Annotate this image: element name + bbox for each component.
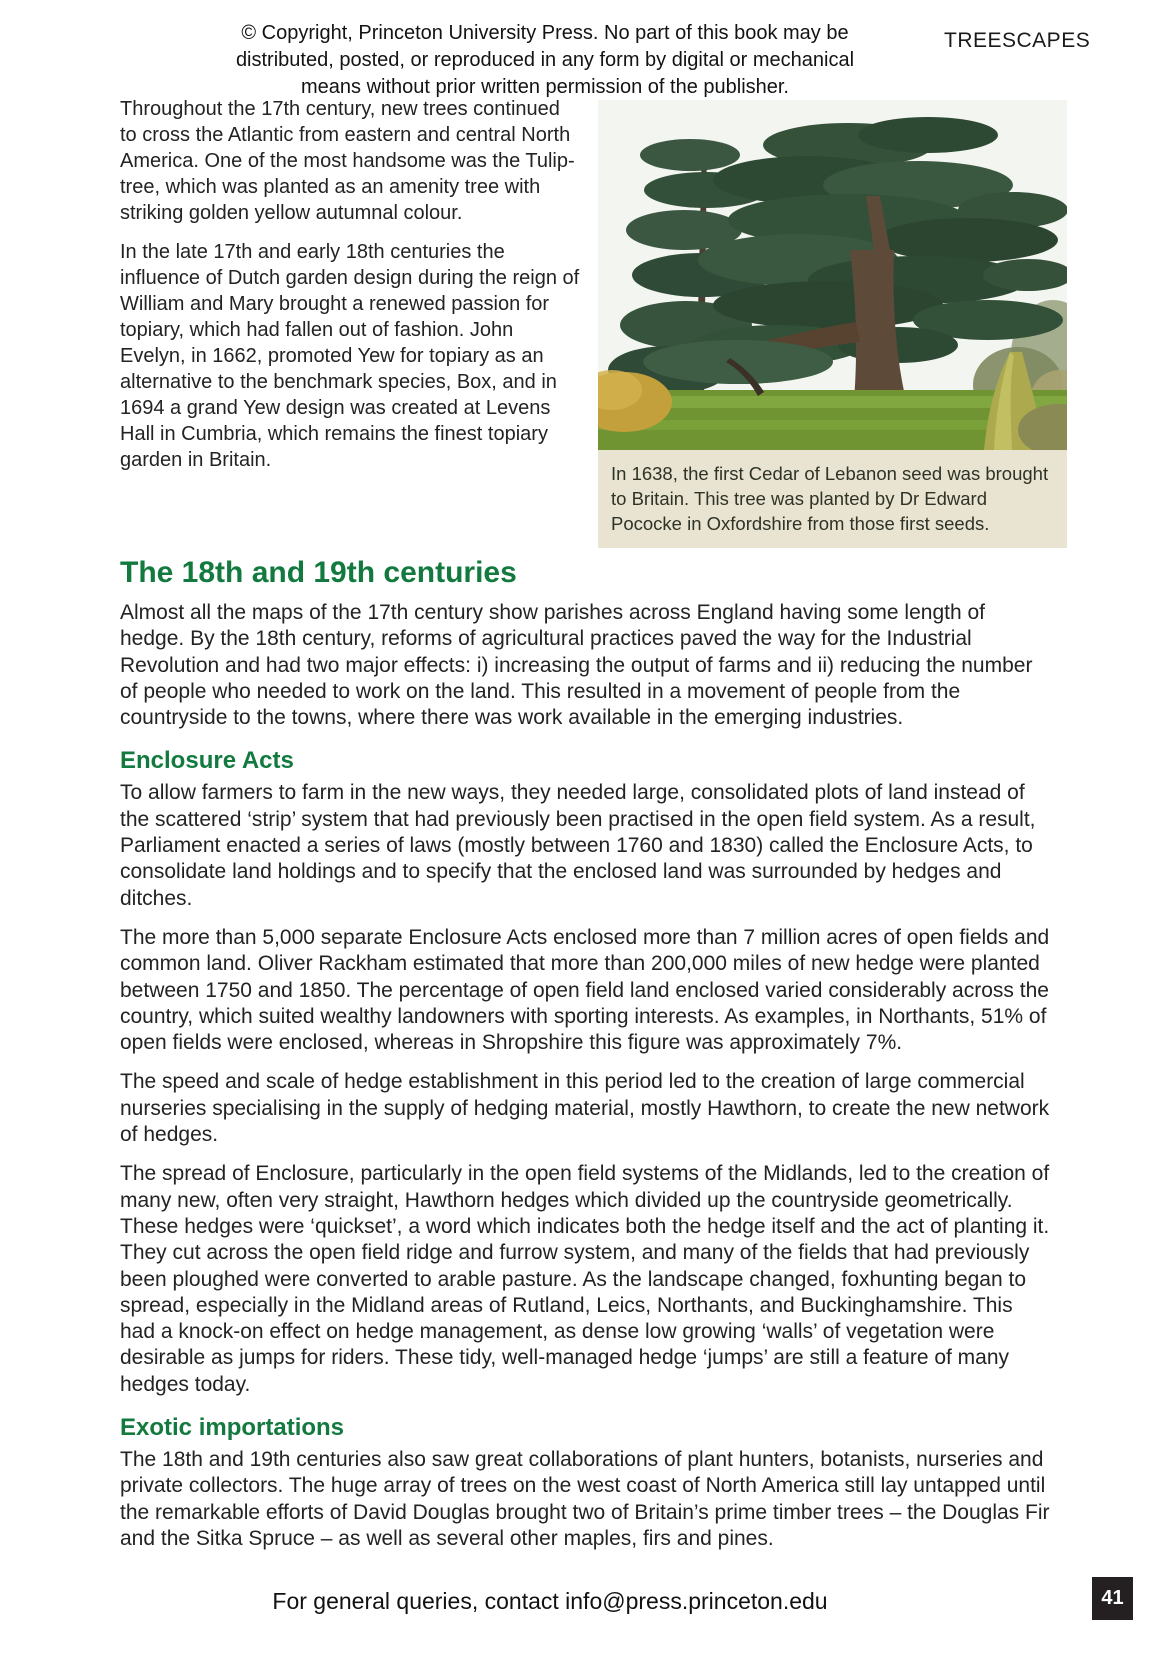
enclosure-paragraph-1: To allow farmers to farm in the new ways, they needed large, consolidated plots of land instead of the scattered ‘strip’ system that had previously been practised in the open field system. As a result, Parliament enacted a series of laws (mostly between 1760 and 1830) called the Enclosure Acts, to consolidate land holdings and to specify that the enclosed land was surrounded by hedges and ditches. <box>120 781 1036 910</box>
copyright-notice <box>163 20 927 101</box>
main-text <box>120 556 1050 1565</box>
enclosure-paragraph-4: The spread of Enclosure, particularly in the open field systems of the Midlands, led to the creation of many new, often very straight, Hawthorn hedges which divided up the countryside geometrically. These hedges were ‘quickset’, a word which indicates both the hedge itself and the act of planting it. They cut across the open field ridge and furrow system, and many of the fields that had previously been ploughed were converted to arable pasture. As the landscape changed, foxhunting began to spread, especially in the Midland areas of Rutland, Leics, Northants, and Buckinghamshire. This had a knock-on effect on hedge management, as dense low growing ‘walls’ of vegetation were desirable as jumps for riders. These tidy, well-managed hedge ‘jumps’ are still a feature of many hedges today. <box>120 1162 1050 1396</box>
exotic-paragraph: The 18th and 19th centuries also saw great collaborations of plant hunters, botanists, nurseries and private collectors. The huge array of trees on the west coast of North America still lay untapped until the remarkable efforts of David Douglas brought two of Britain’s prime timber trees – the Douglas Fir and the Sitka Spruce – as well as several other maples, firs and pines. <box>120 1448 1050 1550</box>
copyright-line-3: means without prior written permission of the publisher. <box>300 76 789 98</box>
enclosure-paragraph-3: The speed and scale of hedge establishment in this period led to the creation of large commercial nurseries specialising in the supply of hedging material, mostly Hawthorn, to create the new network of hedges. <box>120 1070 1050 1147</box>
figure-caption: In 1638, the first Cedar of Lebanon seed was brought to Britain. This tree was planted by Dr Edward Pococke in Oxfordshire from those first seeds. <box>598 450 1067 548</box>
intro-paragraph-1: Throughout the 17th century, new trees continued to cross the Atlantic from eastern and central North America. One of the most handsome was the Tulip-tree, which was planted as an amenity tree with striking golden yellow autumnal colour. <box>120 98 575 224</box>
cedar-of-lebanon-photo <box>598 100 1067 450</box>
page-number-badge: 41 <box>1092 1577 1133 1620</box>
section-paragraph: Almost all the maps of the 17th century show parishes across England having some length of hedge. By the 18th century, reforms of agricultural practices paved the way for the Industrial Revolution and had two major effects: i) increasing the output of farms and ii) reducing the number of people who needed to work on the land. This resulted in a movement of people from the countryside to the towns, where there was work available in the emerging industries. <box>120 601 1033 730</box>
section-heading-18th-19th-centuries: The 18th and 19th centuries <box>120 556 517 589</box>
subsection-heading-enclosure-acts: Enclosure Acts <box>120 747 294 775</box>
intro-paragraph-2: In the late 17th and early 18th centuries the influence of Dutch garden design during the reign of William and Mary brought a renewed passion for topiary, which had fallen out of fashion. John Evelyn, in 1662, promoted Yew for topiary as an alternative to the benchmark species, Box, and in 1694 a grand Yew design was created at Levens Hall in Cumbria, which remains the finest topiary garden in Britain. <box>120 241 580 471</box>
copyright-line-2: distributed, posted, or reproduced in any form by digital or mechanical <box>235 49 855 71</box>
running-header-book-title: TREESCAPES <box>944 29 1091 52</box>
footer-contact-line: For general queries, contact info@press.princeton.edu <box>272 1588 828 1614</box>
cedar-figure <box>598 100 1067 548</box>
subsection-heading-exotic-importations: Exotic importations <box>120 1414 345 1442</box>
intro-column <box>120 96 582 473</box>
enclosure-paragraph-2: The more than 5,000 separate Enclosure Acts enclosed more than 7 million acres of open fields and common land. Oliver Rackham estimated that more than 200,000 miles of new hedge were planted between 1750 and 1850. The percentage of open field land enclosed varied considerably across the country, which suited wealthy landowners with sporting interests. As examples, in Northants, 51% of open fields were enclosed, whereas in Shropshire this figure was approximately 7%. <box>120 925 1050 1055</box>
copyright-line-1: © Copyright, Princeton University Press. No part of this book may be <box>241 22 849 44</box>
